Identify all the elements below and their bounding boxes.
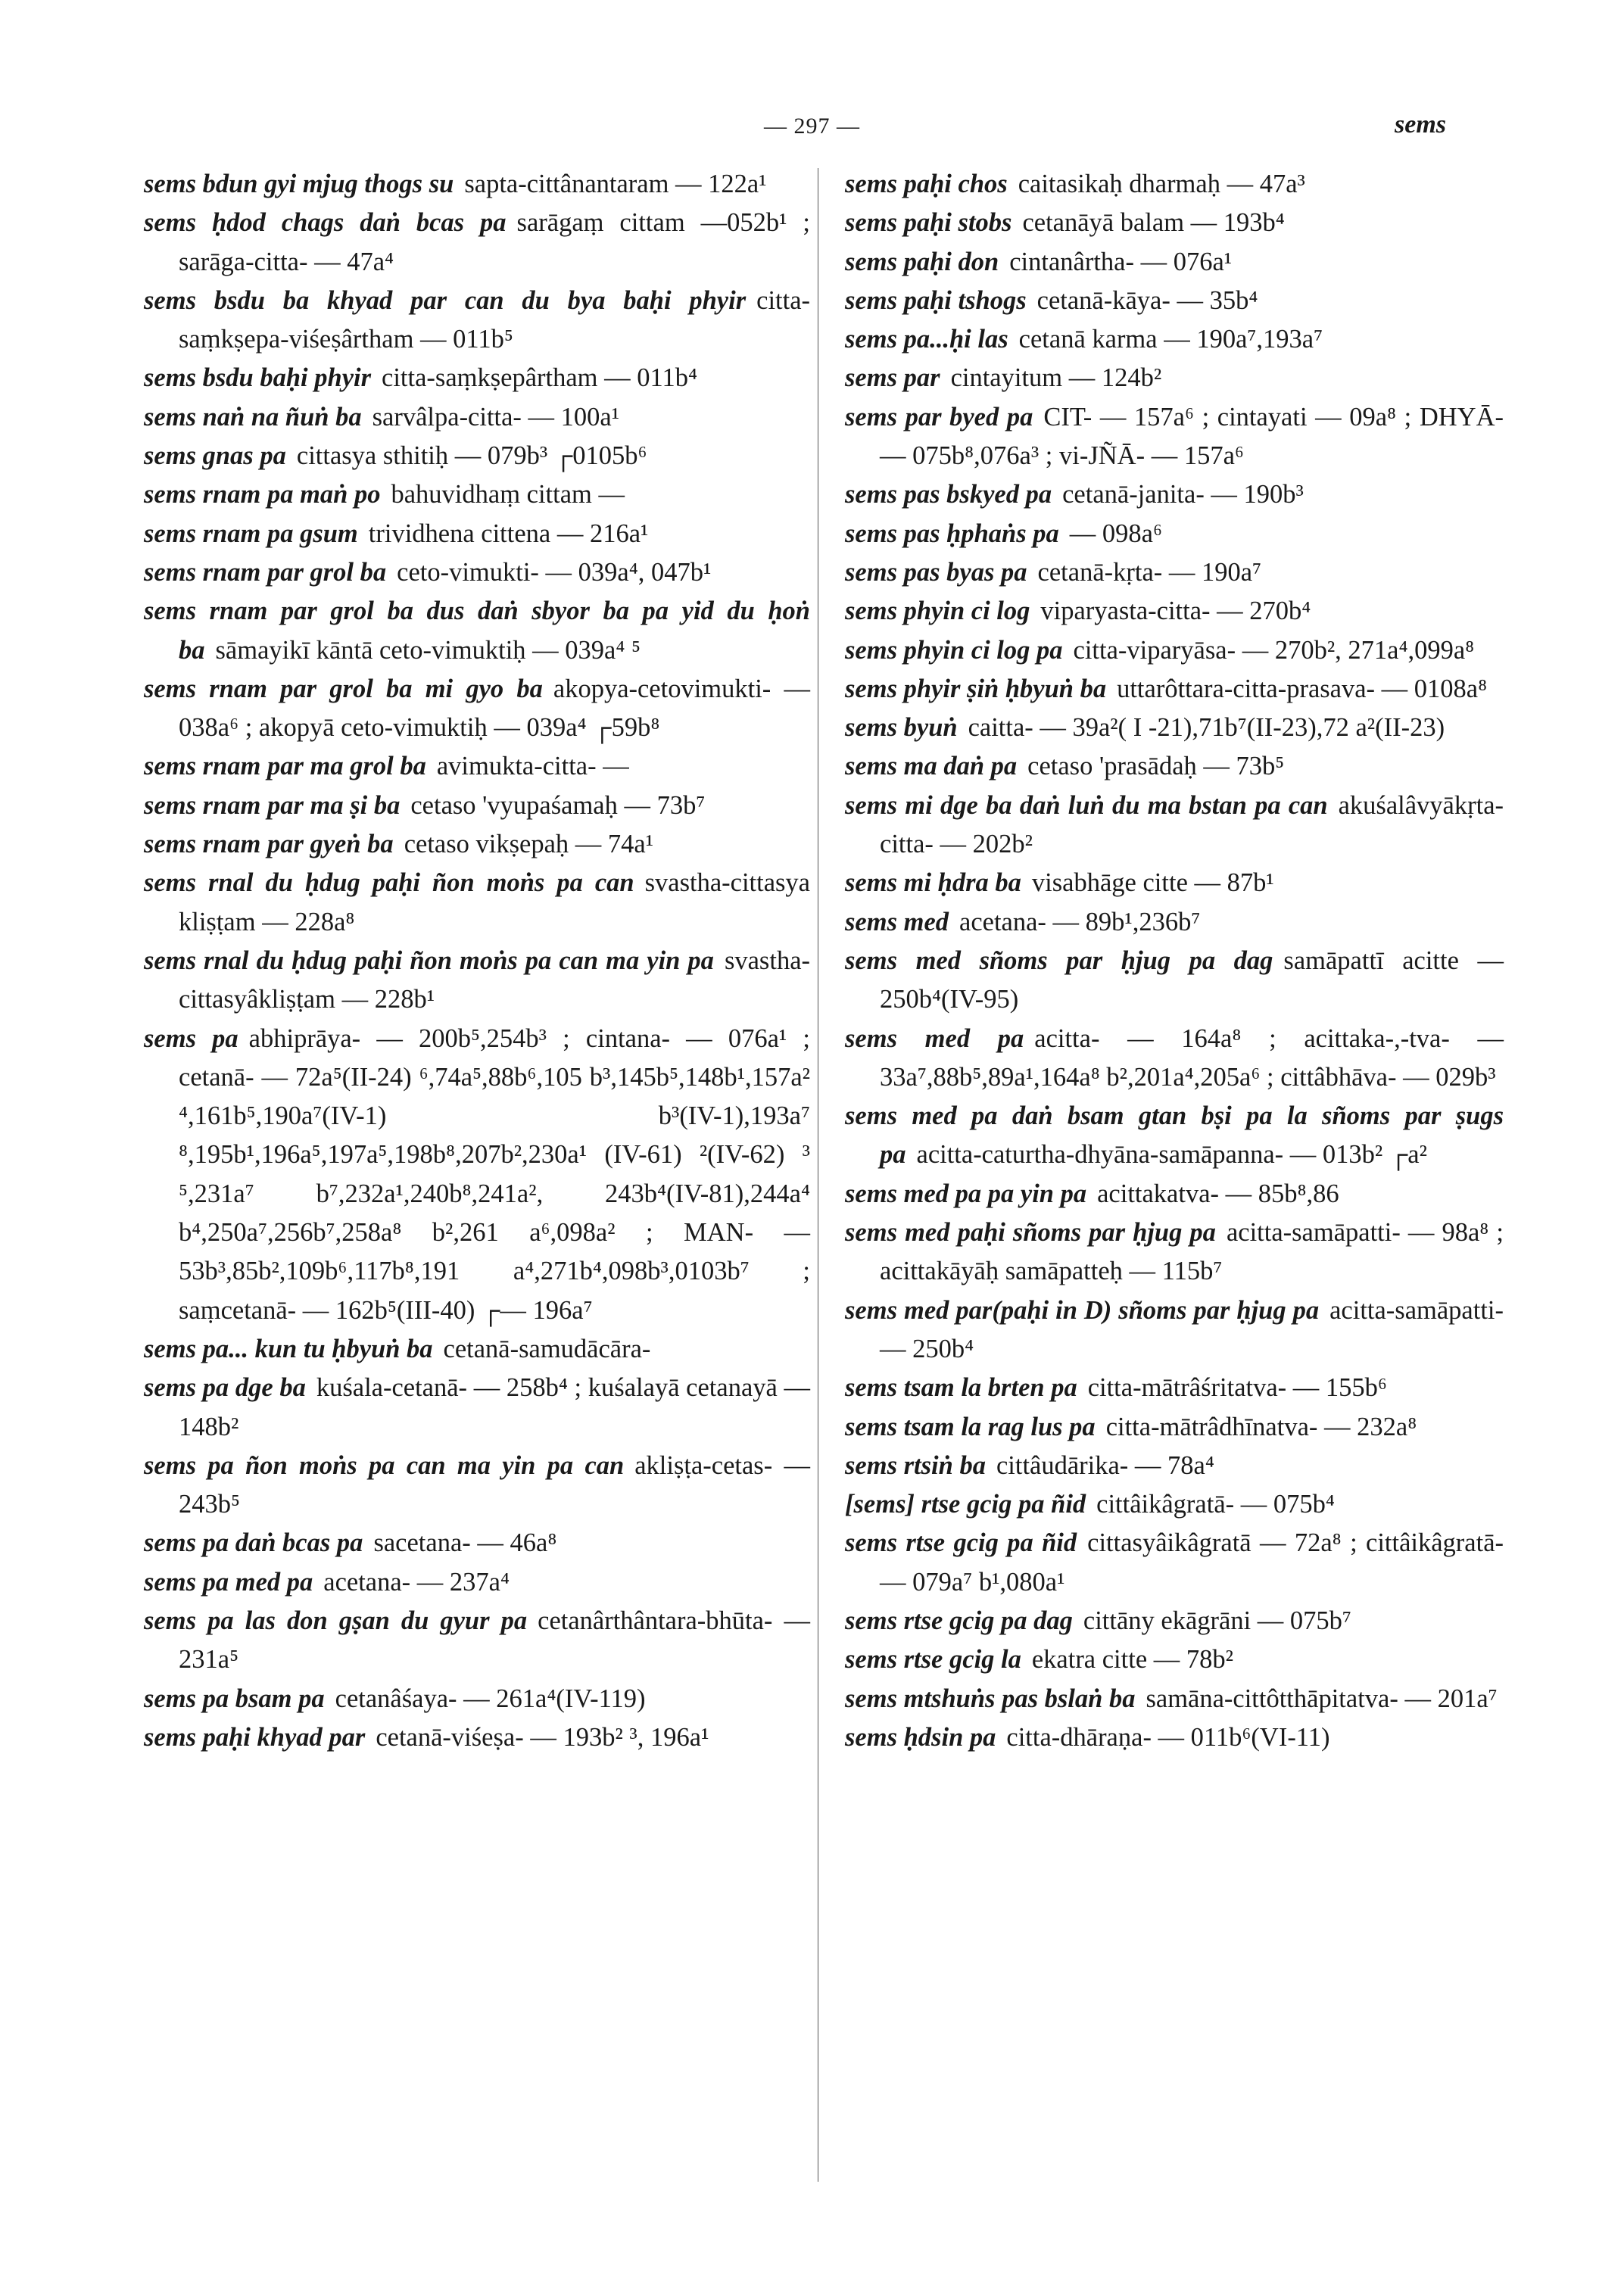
dictionary-entry [845, 204, 1504, 242]
entry-gloss: trividhena cittena — 216a¹ [368, 519, 649, 548]
entry-gloss: citta-saṃkṣepa-viśeṣârtham — 011b⁵ [179, 285, 810, 354]
entry-gloss: akliṣṭa-cetas- — 243b⁵ [179, 1450, 811, 1519]
entry-headword: sems tsam la brten pa [845, 1373, 1077, 1403]
entry-gloss: cetanâśaya- — 261a⁴(IV-119) [335, 1684, 646, 1713]
dictionary-entry [845, 787, 1504, 865]
entry-headword: sems rtse gcig la [845, 1645, 1021, 1675]
dictionary-entry [144, 1602, 810, 1680]
entry-gloss: citta-viparyāsa- — 270b², 271a⁴,099a⁸ [1073, 635, 1475, 665]
dictionary-entry [144, 553, 810, 592]
dictionary-entry [144, 359, 810, 397]
left-column [144, 165, 810, 1757]
entry-headword: sems naṅ na ñuṅ ba [144, 402, 362, 431]
entry-gloss: samāpattī acitte — 250b⁴(IV-95) [880, 946, 1504, 1014]
entry-gloss: cetaso 'vyupaśamaḥ — 73b⁷ [410, 790, 706, 820]
entry-gloss: cetanā-janita- — 190b³ [1062, 480, 1304, 509]
dictionary-entry [845, 1408, 1504, 1447]
dictionary-entry [845, 864, 1504, 902]
dictionary-entry [845, 553, 1504, 592]
dictionary-entry [144, 1563, 810, 1602]
entry-headword: sems pa dge ba [144, 1373, 306, 1403]
entry-gloss: sarāgaṃ cittam —052b¹ ; sarāga-citta- — 47a⁴ [179, 208, 810, 276]
entry-headword: sems ḥdod chags daṅ bcas pa [144, 208, 507, 238]
dictionary-entry [144, 515, 810, 553]
entry-headword: sems pas bskyed pa [845, 480, 1052, 509]
dictionary-entry [845, 320, 1504, 359]
dictionary-entry [144, 787, 810, 825]
entry-gloss: abhiprāya- — 200b⁵,254b³ ; cintana- — 076a¹ ; cetanā- — 72a⁵(II-24) ⁶,74a⁵,88b⁶,105 b³,145b⁵,148b¹,157a² ⁴,161b⁵,190a⁷(IV-1) b³(IV-1),193a⁷ ⁸,195b¹,196a⁵,197a⁵,198b⁸,207b²,230a¹ (IV-61) ²(IV-62) ³ ⁵,231a⁷ b⁷,232a¹,240b⁸,241a², 243b⁴(IV-81),244a⁴ b⁴,250a⁷,256b⁷,258a⁸ b²,261 a⁶,098a² ; MAN- — 53b³,85b²,109b⁶,117b⁸,191 a⁴,271b⁴,098b³,0103b⁷ ; saṃcetanā- — 162b⁵(III-40) ┌— 196a⁷ [179, 1023, 811, 1325]
entry-gloss: acetana- — 89b¹,236b⁷ [959, 907, 1201, 936]
entry-headword: sems rnam par grol ba [144, 557, 387, 587]
entry-gloss: cetaso vikṣepaḥ — 74a¹ [404, 830, 654, 859]
entry-headword: sems med paḥi sñoms par ḥjug pa [845, 1218, 1216, 1248]
entry-gloss: sarvâlpa-citta- — 100a¹ [372, 402, 620, 431]
entry-headword: sems mtshuṅs pas bslaṅ ba [845, 1684, 1136, 1713]
entry-gloss: akuśalâvyākṛta-citta- — 202b² [880, 790, 1504, 859]
entry-headword: sems phyir ṣiṅ ḥbyuṅ ba [845, 674, 1107, 703]
entry-gloss: cittasya sthitiḥ — 079b³ ┌0105b⁶ [296, 441, 647, 471]
dictionary-entry [144, 864, 810, 942]
entry-gloss: cittāny ekāgrāni — 075b⁷ [1083, 1606, 1351, 1635]
entry-gloss: acitta-caturtha-dhyāna-samāpanna- — 013b² ┌a² [916, 1140, 1427, 1170]
dictionary-entry [845, 1680, 1504, 1718]
entry-headword: sems phyin ci log [845, 597, 1030, 626]
entry-headword: sems ma daṅ pa [845, 752, 1018, 781]
dictionary-entry [845, 1718, 1504, 1757]
entry-gloss: cetanā-viśeṣa- — 193b² ³, 196a¹ [376, 1722, 709, 1752]
dictionary-entry [144, 1330, 810, 1369]
entry-headword: sems rnam par gyeṅ ba [144, 830, 394, 859]
entry-headword: sems tsam la rag lus pa [845, 1412, 1096, 1441]
entry-headword: sems rnal du ḥdug paḥi ñon moṅs pa can [144, 868, 634, 898]
entry-gloss: acittakatva- — 85b⁸,86 [1097, 1179, 1339, 1208]
entry-gloss: cintanârtha- — 076a¹ [1009, 247, 1233, 276]
running-head: sems [1395, 111, 1446, 139]
entry-headword: sems gnas pa [144, 441, 286, 471]
entry-gloss: svastha-cittasyâkliṣṭam — 228b¹ [179, 946, 810, 1014]
entry-headword: sems rnam pa maṅ po [144, 480, 381, 509]
dictionary-entry [144, 1524, 810, 1562]
dictionary-entry [144, 475, 810, 514]
entry-gloss: svastha-cittasya kliṣṭam — 228a⁸ [179, 868, 810, 936]
dictionary-entry [144, 670, 810, 748]
entry-headword: sems par byed pa [845, 402, 1033, 431]
entry-gloss: citta-mātrâdhīnatva- — 232a⁸ [1105, 1412, 1417, 1441]
entry-headword: sems rtse gcig pa ñid [845, 1528, 1077, 1558]
entry-gloss: bahuvidhaṃ cittam — [391, 480, 625, 509]
entry-headword: sems pa... kun tu ḥbyuṅ ba [144, 1334, 433, 1363]
dictionary-entry [845, 1447, 1504, 1485]
entry-gloss: — 098a⁶ [1069, 519, 1163, 548]
dictionary-entry [845, 243, 1504, 282]
dictionary-entry [144, 1369, 810, 1447]
entry-headword: sems mi dge ba daṅ luṅ du ma bstan pa can [845, 790, 1328, 820]
entry-gloss: uttarôttara-citta-prasava- — 0108a⁸ [1117, 674, 1488, 703]
entry-gloss: avimukta-citta- — [436, 752, 629, 781]
entry-gloss: sacetana- — 46a⁸ [373, 1528, 557, 1558]
entry-headword: sems rnam par grol ba mi gyo ba [144, 674, 543, 703]
entry-headword: sems rnal du ḥdug paḥi ñon moṅs pa can ma yin pa [144, 946, 714, 975]
dictionary-entry [845, 903, 1504, 942]
entry-headword: sems pa bsam pa [144, 1684, 325, 1713]
entry-gloss: cetanāyā balam — 193b⁴ [1022, 208, 1285, 238]
dictionary-entry [845, 1524, 1504, 1602]
dictionary-entry [845, 670, 1504, 709]
dictionary-entry [845, 747, 1504, 786]
dictionary-entry [144, 1680, 810, 1718]
right-column [845, 165, 1504, 1757]
dictionary-entry [845, 1369, 1504, 1407]
entry-headword: sems rnam pa gsum [144, 519, 358, 548]
entry-headword: sems paḥi don [845, 247, 999, 276]
entry-headword: sems pa [144, 1023, 238, 1053]
entry-headword: sems med pa pa yin pa [845, 1179, 1087, 1208]
dictionary-entry [845, 1097, 1504, 1175]
entry-headword: sems pas byas pa [845, 557, 1027, 587]
entry-gloss: ceto-vimukti- — 039a⁴, 047b¹ [397, 557, 712, 587]
dictionary-entry [144, 437, 810, 475]
entry-headword: sems bsdu baḥi phyir [144, 363, 372, 393]
entry-gloss: sapta-cittânantaram — 122a¹ [464, 170, 767, 198]
entry-gloss: acitta-samāpatti- — 98a⁸ ; acittakāyāḥ samāpatteḥ — 115b⁷ [880, 1218, 1504, 1286]
entry-headword: sems pa daṅ bcas pa [144, 1528, 363, 1558]
entry-gloss: caitasikaḥ dharmaḥ — 47a³ [1018, 170, 1305, 198]
entry-gloss: cintayitum — 124b² [950, 363, 1162, 393]
dictionary-entry [845, 398, 1504, 476]
dictionary-entry [144, 825, 810, 864]
entry-headword: sems rtsiṅ ba [845, 1450, 986, 1480]
entry-gloss: cetanā-samudācāra- [443, 1334, 651, 1363]
page-number: — 297 — [764, 114, 860, 139]
entry-gloss: cittasyâikâgratā — 72a⁸ ; cittâikâgratā- — 079a⁷ b¹,080a¹ [880, 1528, 1504, 1597]
entry-gloss: cetanā-kāya- — 35b⁴ [1036, 285, 1258, 315]
entry-headword: sems pa...ḥi las [845, 325, 1008, 354]
entry-headword: sems med sñoms par ḥjug pa dag [845, 946, 1273, 975]
entry-headword: sems med par(paḥi in D) sñoms par ḥjug pa [845, 1295, 1320, 1325]
entry-headword: sems pa las don gṣan du gyur pa [144, 1606, 528, 1635]
entry-gloss: caitta- — 39a²( I -21),71b⁷(II-23),72 a²(II-23) [968, 713, 1445, 743]
entry-headword: sems mi ḥdra ba [845, 868, 1021, 898]
entry-gloss: CIT- — 157a⁶ ; cintayati — 09a⁸ ; DHYĀ- — 075b⁸,076a³ ; vi-JÑĀ- — 157a⁶ [880, 402, 1504, 471]
entry-gloss: akopya-cetovimukti- — 038a⁶ ; akopyā ceto-vimuktiḥ — 039a⁴ ┌59b⁸ [179, 674, 810, 743]
entry-headword: sems pas ḥphaṅs pa [845, 519, 1059, 548]
entry-headword: sems phyin ci log pa [845, 635, 1063, 665]
entry-gloss: cetanā karma — 190a⁷,193a⁷ [1018, 325, 1323, 354]
dictionary-entry [845, 1213, 1504, 1291]
entry-gloss: acetana- — 237a⁴ [323, 1567, 510, 1597]
dictionary-entry [144, 1718, 810, 1757]
dictionary-entry [845, 1602, 1504, 1640]
dictionary-entry [845, 631, 1504, 670]
entry-headword: sems rnam par grol ba dus daṅ sbyor ba pa yid du ḥoṅ ba [144, 597, 810, 665]
entry-headword: sems ḥdsin pa [845, 1722, 996, 1752]
dictionary-entry [144, 747, 810, 786]
entry-gloss: visabhāge citte — 87b¹ [1031, 868, 1274, 898]
entry-headword: [sems] rtse gcig pa ñid [845, 1490, 1086, 1519]
entry-headword: sems rnam par ma grol ba [144, 752, 426, 781]
entry-headword: sems paḥi stobs [845, 208, 1012, 238]
entry-gloss: viparyasta-citta- — 270b⁴ [1040, 597, 1311, 626]
dictionary-entry [144, 1447, 810, 1525]
dictionary-entry [144, 165, 810, 204]
entry-headword: sems paḥi tshogs [845, 285, 1027, 315]
entry-headword: sems med pa daṅ bsam gtan bṣi pa la sñoms par ṣugs pa [845, 1101, 1504, 1170]
dictionary-entry [144, 282, 810, 360]
entry-headword: sems pa ñon moṅs pa can ma yin pa can [144, 1450, 625, 1480]
dictionary-entry [845, 515, 1504, 553]
dictionary-entry [845, 709, 1504, 747]
entry-gloss: citta-mātrâśritatva- — 155b⁶ [1087, 1373, 1387, 1403]
entry-headword: sems med [845, 907, 949, 936]
entry-headword: sems bsdu ba khyad par can du bya baḥi phyir [144, 285, 747, 315]
entry-gloss: cittâikâgratā- — 075b⁴ [1096, 1490, 1335, 1519]
dictionary-entry [845, 1291, 1504, 1369]
dictionary-entry [845, 359, 1504, 397]
dictionary-entry [144, 592, 810, 670]
entry-gloss: acitta-samāpatti- — 250b⁴ [880, 1295, 1504, 1363]
entry-gloss: cittâudārika- — 78a⁴ [996, 1450, 1214, 1480]
entry-headword: sems bdun gyi mjug thogs su [144, 170, 454, 198]
entry-gloss: sāmayikī kāntā ceto-vimuktiḥ — 039a⁴ ⁵ [215, 635, 641, 665]
dictionary-entry [845, 1485, 1504, 1524]
entry-headword: sems pa med pa [144, 1567, 313, 1597]
dictionary-entry [845, 1640, 1504, 1679]
entry-headword: sems rnam par ma ṣi ba [144, 790, 401, 820]
entry-gloss: citta-saṃkṣepârtham — 011b⁴ [382, 363, 697, 393]
entry-gloss: samāna-cittôtthāpitatva- — 201a⁷ [1146, 1684, 1498, 1713]
dictionary-entry [845, 1175, 1504, 1213]
entry-gloss: kuśala-cetanā- — 258b⁴ ; kuśalayā cetanayā — 148b² [179, 1373, 810, 1441]
dictionary-entry [845, 1020, 1504, 1098]
entry-gloss: cetaso 'prasādaḥ — 73b⁵ [1027, 752, 1285, 781]
entry-headword: sems med pa [845, 1023, 1024, 1053]
entry-headword: sems paḥi khyad par [144, 1722, 366, 1752]
dictionary-entry [144, 204, 810, 282]
entry-headword: sems byuṅ [845, 713, 958, 743]
entry-headword: sems par [845, 363, 940, 393]
dictionary-entry [845, 475, 1504, 514]
entry-gloss: ekatra citte — 78b² [1031, 1645, 1233, 1675]
entry-gloss: citta-dhāraṇa- — 011b⁶(VI-11) [1006, 1722, 1330, 1752]
dictionary-entry [144, 398, 810, 437]
entry-headword: sems rtse gcig pa dag [845, 1606, 1073, 1635]
dictionary-entry [845, 942, 1504, 1020]
entry-gloss: cetanârthântara-bhūta- — 231a⁵ [179, 1606, 810, 1675]
dictionary-entry [144, 1020, 810, 1330]
dictionary-entry [144, 942, 810, 1020]
entry-gloss: cetanā-kṛta- — 190a⁷ [1037, 557, 1262, 587]
dictionary-entry [845, 282, 1504, 320]
entry-headword: sems paḥi chos [845, 170, 1008, 198]
dictionary-entry [845, 165, 1504, 204]
dictionary-entry [845, 592, 1504, 631]
entry-gloss: acitta- — 164a⁸ ; acittaka-,-tva- — 33a⁷,88b⁵,89a¹,164a⁸ b²,201a⁴,205a⁶ ; cittâbhāva- — 029b³ [880, 1023, 1504, 1092]
